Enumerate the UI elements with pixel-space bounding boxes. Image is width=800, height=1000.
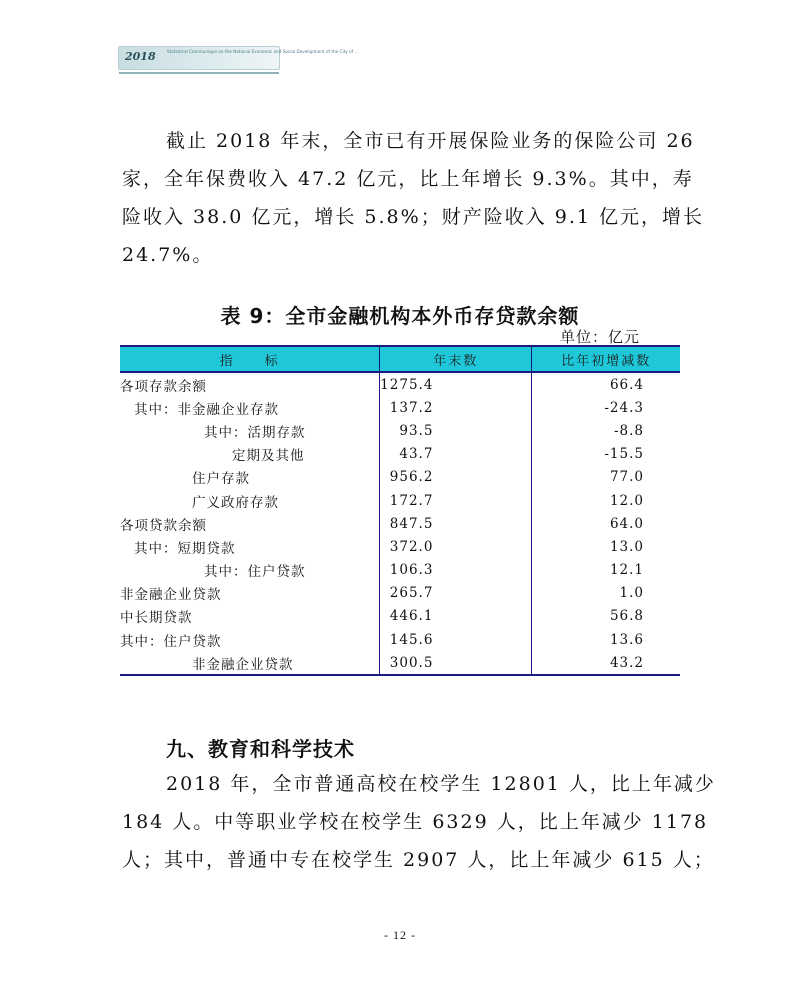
banner-year: 2018 — [125, 50, 156, 63]
table-row — [120, 396, 680, 419]
table-title: 表 9：全市金融机构本外币存贷款余额 — [220, 304, 580, 328]
table-row — [120, 605, 680, 628]
header-banner — [118, 46, 359, 70]
row-indicator: 其中：活期存款 — [204, 424, 306, 441]
row-change: -8.8 — [532, 419, 680, 442]
banner-rule — [119, 72, 279, 74]
row-indicator: 非金融企业贷款 — [120, 587, 222, 604]
row-change: 77.0 — [532, 466, 680, 489]
banner-subtitle: Statistical Communique on the National Economic and Social Development of the City of ... — [167, 49, 359, 54]
row-indicator: 非金融企业贷款 — [120, 651, 380, 675]
education-paragraph — [122, 765, 716, 879]
table-row — [120, 628, 680, 651]
row-change: -24.3 — [532, 396, 680, 419]
table-row — [120, 651, 680, 675]
table-row — [120, 443, 680, 466]
row-value: 372.0 — [380, 535, 532, 558]
table-row — [120, 559, 680, 582]
paragraph-line: 人；其中，普通中专在校学生 2907 人，比上年减少 615 人； — [122, 849, 715, 871]
header-indicator: 指 标 — [120, 346, 380, 372]
row-indicator: 其中：短期贷款 — [134, 540, 236, 557]
row-change: 13.0 — [532, 535, 680, 558]
table-row — [120, 535, 680, 558]
paragraph-line: 险收入 38.0 亿元，增长 5.8%；财产险收入 9.1 亿元，增长 — [122, 206, 704, 228]
insurance-paragraph — [122, 122, 704, 274]
row-indicator: 其中：非金融企业存款 — [134, 401, 279, 418]
row-indicator: 中长期贷款 — [120, 610, 193, 627]
row-indicator: 定期及其他 — [232, 448, 305, 465]
row-indicator: 广义政府存款 — [192, 494, 279, 511]
row-change: 13.6 — [532, 628, 680, 651]
table-row — [120, 512, 680, 535]
row-change: 56.8 — [532, 605, 680, 628]
table-row — [120, 372, 680, 396]
row-change: 43.2 — [532, 651, 680, 675]
row-change: 12.0 — [532, 489, 680, 512]
row-change: 64.0 — [532, 512, 680, 535]
table-row — [120, 582, 680, 605]
row-value: 1275.4 — [380, 372, 532, 396]
row-value: 847.5 — [380, 512, 532, 535]
paragraph-line: 184 人。中等职业学校在校学生 6329 人，比上年减少 1178 — [122, 811, 709, 833]
row-indicator: 其中：住户贷款 — [120, 633, 222, 650]
header-year-end: 年末数 — [380, 346, 532, 372]
row-change: 12.1 — [532, 559, 680, 582]
paragraph-line: 24.7%。 — [122, 244, 214, 266]
page-number: - 12 - — [384, 928, 416, 942]
row-value: 145.6 — [380, 628, 532, 651]
deposit-loan-table — [120, 345, 680, 676]
row-change: 66.4 — [532, 372, 680, 396]
row-change: 1.0 — [532, 582, 680, 605]
table-row — [120, 489, 680, 512]
row-value: 43.7 — [380, 443, 532, 466]
row-value: 446.1 — [380, 605, 532, 628]
table-row — [120, 466, 680, 489]
row-value: 93.5 — [380, 419, 532, 442]
paragraph-line: 截止 2018 年末，全市已有开展保险业务的保险公司 26 — [166, 130, 695, 152]
row-value: 172.7 — [380, 489, 532, 512]
row-value: 300.5 — [380, 651, 532, 675]
row-indicator: 各项贷款余额 — [120, 517, 207, 534]
row-value: 106.3 — [380, 559, 532, 582]
row-value: 956.2 — [380, 466, 532, 489]
row-indicator: 住户存款 — [192, 471, 250, 488]
row-indicator: 其中：住户贷款 — [204, 564, 306, 581]
row-indicator: 各项存款余额 — [120, 378, 207, 395]
row-value: 265.7 — [380, 582, 532, 605]
table-unit: 单位：亿元 — [560, 328, 641, 346]
table-row — [120, 419, 680, 442]
table-header-row — [120, 346, 680, 372]
paragraph-line: 家，全年保费收入 47.2 亿元，比上年增长 9.3%。其中，寿 — [122, 168, 694, 190]
row-value: 137.2 — [380, 396, 532, 419]
header-change: 比年初增减数 — [532, 346, 680, 372]
row-change: -15.5 — [532, 443, 680, 466]
section-heading: 九、教育和科学技术 — [166, 737, 355, 761]
paragraph-line: 2018 年，全市普通高校在校学生 12801 人，比上年减少 — [166, 773, 716, 795]
